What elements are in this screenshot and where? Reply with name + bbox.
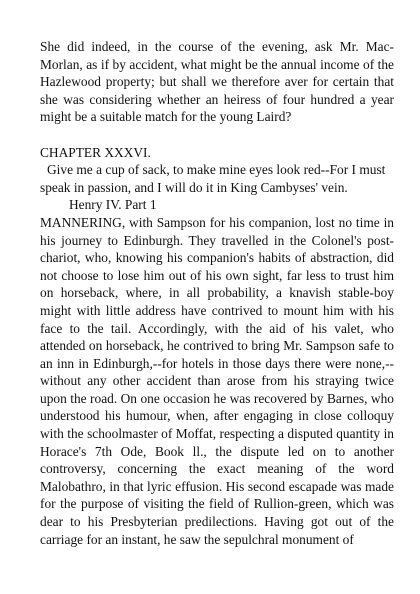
chapter-heading: CHAPTER XXXVI.: [40, 144, 151, 160]
opening-paragraph: She did indeed, in the course of the evening, ask Mr. Mac-Morlan, as if by accident, what might be the annual income of the Hazlewood property; but shall we therefore aver for certain that she was considering whether an heiress of four hundred a year might be a suitable match for the young Laird?: [40, 39, 394, 125]
epigraph-text: Give me a cup of sack, to make mine eyes look red--For I must speak in passion, and I will do it in King Cambyses' vein.: [40, 162, 386, 195]
epigraph-attribution: Henry IV. Part 1: [69, 197, 157, 213]
epigraph: [40, 161, 394, 214]
book-page: [40, 38, 394, 548]
chapter-body-paragraph: MANNERING, with Sampson for his companion, lost no time in his journey to Edinburgh. They travelled in the Colonel's post-chariot, who, knowing his companion's habits of abstraction, did not choose to lose him out of his own sight, far less to trust him on horseback, where, in all probability, a knavish stable-boy might with little address have contrived to mount him with his face to the tail. Accordingly, with the aid of his valet, who attended on horseback, he contrived to bring Mr. Sampson safe to an inn in Edinburgh,--for hotels in those days there were none,--without any other accident than arose from his straying twice upon the road. On one occasion he was recovered by Barnes, who understood his humour, when, after engaging in close colloquy with the schoolmaster of Moffat, respecting a disputed quantity in Horace's 7th Ode, Book ll., the dispute led on to another controversy, concerning the exact meaning of the word Malobathro, in that lyric effusion. His second escapade was made for the purpose of visiting the field of Rullion-green, which was dear to his Presbyterian predilections. Having got out of the carriage for an instant, he saw the sepulchral monument of: [40, 214, 394, 547]
